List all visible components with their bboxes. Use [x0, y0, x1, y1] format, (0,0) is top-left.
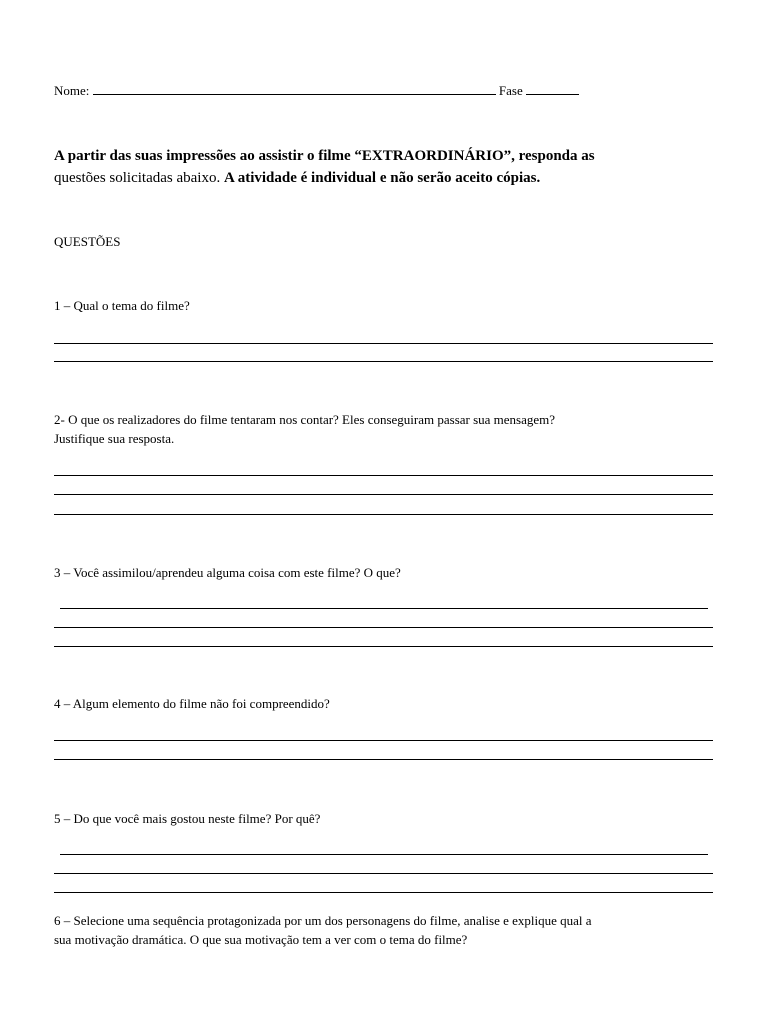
- question-6-line-2: sua motivação dramática. O que sua motivação tem a ver com o tema do filme?: [54, 932, 468, 947]
- intro-text-part2: questões solicitadas abaixo.: [54, 170, 221, 186]
- phase-field[interactable]: [526, 93, 579, 95]
- answer-line-5c[interactable]: [54, 892, 713, 893]
- answer-line-1b[interactable]: [54, 361, 713, 362]
- answer-line-4a[interactable]: [54, 740, 713, 741]
- answer-line-4b[interactable]: [54, 759, 713, 760]
- answer-line-3b[interactable]: [54, 627, 713, 628]
- question-3: 3 – Você assimilou/aprendeu alguma coisa com este filme? O que?: [54, 565, 401, 580]
- answer-line-2b[interactable]: [54, 494, 713, 495]
- question-2-line-2: Justifique sua resposta.: [54, 431, 175, 446]
- name-field[interactable]: [93, 93, 496, 95]
- intro-line-2: [54, 168, 540, 188]
- header-line: [54, 83, 579, 99]
- intro-text-part1: A partir das suas impressões ao assistir o filme “EXTRAORDINÁRIO”, responda as: [54, 148, 595, 164]
- answer-line-2c[interactable]: [54, 514, 713, 515]
- section-title: QUESTÕES: [54, 234, 121, 249]
- question-1: 1 – Qual o tema do filme?: [54, 298, 190, 313]
- intro-text-part3: A atividade é individual e não serão aceito cópias.: [223, 170, 541, 186]
- answer-line-1a[interactable]: [54, 343, 713, 344]
- intro-line-1: [54, 146, 595, 166]
- answer-line-3c[interactable]: [54, 646, 713, 647]
- answer-line-3a[interactable]: [60, 608, 708, 609]
- question-2-line-1: 2- O que os realizadores do filme tentaram nos contar? Eles conseguiram passar sua mensagem?: [54, 412, 556, 427]
- answer-line-5a[interactable]: [60, 854, 708, 855]
- question-6-line-1: 6 – Selecione uma sequência protagonizada por um dos personagens do filme, analise e explique qual a: [54, 913, 592, 928]
- answer-line-5b[interactable]: [54, 873, 713, 874]
- phase-label: Fase: [498, 83, 523, 98]
- question-5: 5 – Do que você mais gostou neste filme? Por quê?: [54, 811, 321, 826]
- question-4: 4 – Algum elemento do filme não foi compreendido?: [54, 696, 330, 711]
- answer-line-2a[interactable]: [54, 475, 713, 476]
- name-label: Nome:: [54, 83, 90, 98]
